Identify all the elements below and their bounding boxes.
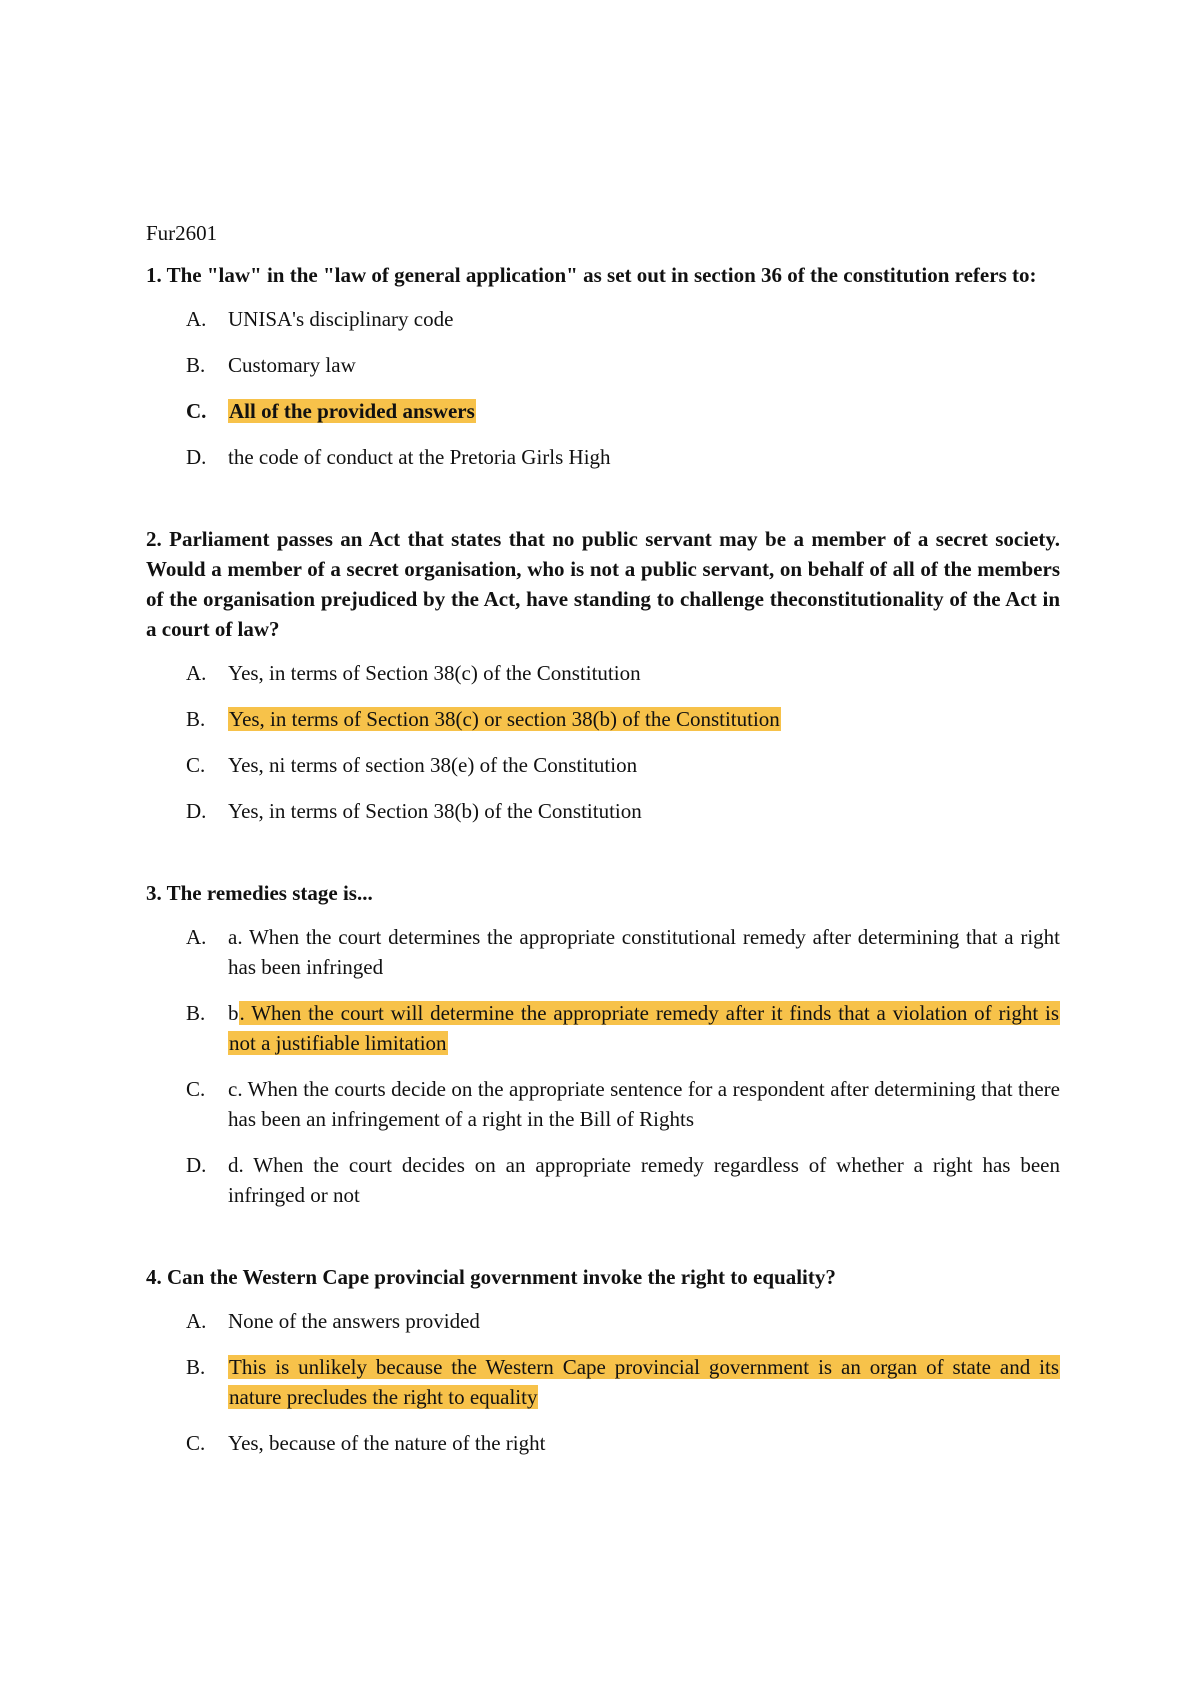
answer-option-b <box>146 998 1060 1058</box>
option-text-content: None of the answers provided <box>228 1309 480 1333</box>
option-letter: D. <box>186 445 207 469</box>
option-text <box>228 304 1060 334</box>
option-text <box>228 796 1060 826</box>
answer-option-b <box>146 704 1060 734</box>
answer-option-d <box>146 1150 1060 1210</box>
option-letter: B. <box>186 1355 206 1379</box>
answer-options <box>146 922 1060 1210</box>
option-text-content: the code of conduct at the Pretoria Girls High <box>228 445 611 469</box>
option-letter: B. <box>186 353 206 377</box>
option-text <box>228 1306 1060 1336</box>
answer-option-b <box>146 350 1060 380</box>
option-text <box>228 1074 1060 1134</box>
option-letter: D. <box>186 1153 207 1177</box>
option-letter: C. <box>186 1431 206 1455</box>
option-prefix: b <box>228 1001 239 1025</box>
question-text: 1. The "law" in the "law of general application" as set out in section 36 of the constitution refers to: <box>146 263 1037 287</box>
question-text: 2. Parliament passes an Act that states that no public servant may be a member of a secret society. Would a member of a secret organisation, who is not a public servant, on behalf of all of the members of the organisation prejudiced by the Act, have standing to challenge theconstitutionality of the Act in a court of law? <box>146 527 1060 641</box>
option-letter: A. <box>186 307 207 331</box>
answer-options <box>146 658 1060 826</box>
option-text <box>228 704 1060 734</box>
option-text-content: Yes, ni terms of section 38(e) of the Constitution <box>228 753 638 777</box>
option-text <box>228 998 1060 1058</box>
option-letter: C. <box>186 1077 206 1101</box>
option-text <box>228 442 1060 472</box>
option-letter: B. <box>186 1001 206 1025</box>
option-text <box>228 396 1060 426</box>
option-text <box>228 922 1060 982</box>
option-text-content: Yes, in terms of Section 38(c) of the Constitution <box>228 661 641 685</box>
highlighted-answer: . When the court will determine the appropriate remedy after it finds that a violation of right is not a justifiable limitation <box>229 1001 1059 1055</box>
answer-option-c <box>146 396 1060 426</box>
option-text <box>228 1352 1060 1412</box>
option-letter: A. <box>186 661 207 685</box>
option-text <box>228 658 1060 688</box>
option-text-content: c. When the courts decide on the appropriate sentence for a respondent after determining that there has been an infringement of a right in the Bill of Rights <box>228 1077 1060 1131</box>
answer-option-c <box>146 750 1060 780</box>
option-text-content: d. When the court decides on an appropriate remedy regardless of whether a right has been infringed or not <box>228 1153 1060 1207</box>
option-letter: B. <box>186 707 206 731</box>
highlighted-answer: All of the provided answers <box>229 399 475 423</box>
answer-option-c <box>146 1074 1060 1134</box>
option-text-content: a. When the court determines the appropriate constitutional remedy after determining that a right has been infringed <box>228 925 1060 979</box>
answer-option-c <box>146 1428 1060 1458</box>
question-3 <box>146 878 1060 1210</box>
option-text-content: Yes, because of the nature of the right <box>228 1431 546 1455</box>
option-letter: D. <box>186 799 207 823</box>
document-title: Fur2601 <box>146 221 218 245</box>
answer-option-a <box>146 658 1060 688</box>
spacer <box>146 1226 1060 1262</box>
question-1 <box>146 260 1060 472</box>
question-4 <box>146 1262 1060 1458</box>
highlighted-answer: Yes, in terms of Section 38(c) or section 38(b) of the Constitution <box>229 707 780 731</box>
option-letter: C. <box>186 753 206 777</box>
option-text <box>228 750 1060 780</box>
answer-options <box>146 304 1060 472</box>
answer-option-a <box>146 304 1060 334</box>
answer-option-a <box>146 1306 1060 1336</box>
option-text <box>228 350 1060 380</box>
answer-option-d <box>146 796 1060 826</box>
question-text: 3. The remedies stage is... <box>146 881 373 905</box>
answer-option-a <box>146 922 1060 982</box>
option-letter: A. <box>186 1309 207 1333</box>
option-text <box>228 1428 1060 1458</box>
answer-option-d <box>146 442 1060 472</box>
option-letter: C. <box>186 399 207 423</box>
option-text <box>228 1150 1060 1210</box>
question-text: 4. Can the Western Cape provincial government invoke the right to equality? <box>146 1265 836 1289</box>
answer-option-b <box>146 1352 1060 1412</box>
option-text-content: Customary law <box>228 353 356 377</box>
question-2 <box>146 524 1060 826</box>
spacer <box>146 488 1060 524</box>
option-text-content: Yes, in terms of Section 38(b) of the Constitution <box>228 799 642 823</box>
answer-options <box>146 1306 1060 1458</box>
document-content <box>146 218 1060 1474</box>
option-letter: A. <box>186 925 207 949</box>
highlighted-answer: This is unlikely because the Western Cape provincial government is an organ of state and its nature precludes the right to equality <box>229 1355 1059 1409</box>
option-text-content: UNISA's disciplinary code <box>228 307 454 331</box>
spacer <box>146 842 1060 878</box>
